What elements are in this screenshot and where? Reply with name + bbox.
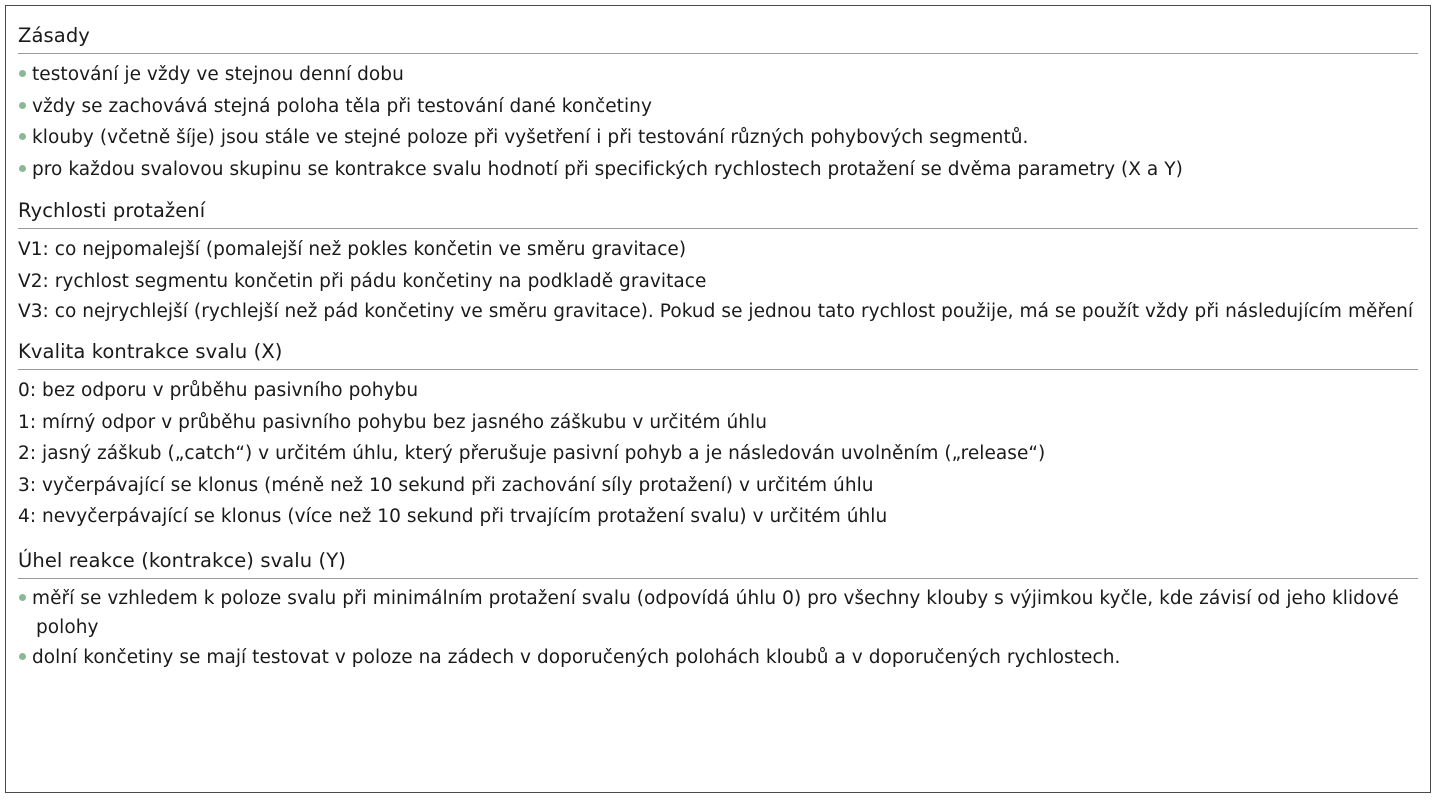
list-item [18,122,1418,154]
bullet-icon [19,70,26,77]
section-heading: Zásady [18,24,1418,54]
list-item [18,59,1418,91]
section-angle [18,549,1418,674]
list-item: 4: nevyčerpávající se klonus (více než 10 sekund při trvajícím protažení svalu) v určitém úhlu [18,506,888,527]
list-item: 2: jasný záškub („catch“) v určitém úhlu, který přerušuje pasivní pohyb a je následován uvolněním („release“) [18,443,1046,464]
section-heading: Rychlosti protažení [18,199,1418,229]
list-item-text: klouby (včetně šíje) jsou stále ve stejné poloze při vyšetření i při testování různých pohybových segmentů. [32,127,1029,148]
list-item-text: vždy se zachovává stejná poloha těla při testování dané končetiny [32,95,652,117]
list-item: 1: mírný odpor v průběhu pasivního pohybu bez jasného záškubu v určitém úhlu [18,411,768,433]
list-item-text: pro každou svalovou skupinu se kontrakce svalu hodnotí při specifických rychlostech protažení se dvěma parametry (X a Y) [32,158,1183,180]
info-box [5,5,1431,793]
list-item [18,154,1418,186]
list-item [18,584,1418,642]
section-heading: Kvalita kontrakce svalu (X) [18,340,1418,370]
list-item: V1: co nejpomalejší (pomalejší než pokles končetin ve směru gravitace) [18,239,687,260]
bullet-icon [19,653,26,660]
section-quality [18,340,1418,533]
list-item: V3: co nejrychlejší (rychlejší než pád končetiny ve směru gravitace). Pokud se jednou tato rychlost použije, má se použít vždy při následujícím měření [18,301,1414,322]
list-item-text: dolní končetiny se mají testovat v poloze na zádech v doporučených polohách kloubů a v doporučených rychlostech. [32,646,1121,668]
list-item: 3: vyčerpávající se klonus (méně než 10 sekund při zachování síly protažení) v určitém úhlu [18,474,874,496]
bullet-icon [19,133,26,140]
list-item-text: testování je vždy ve stejnou denní dobu [32,64,404,85]
list-item [18,91,1418,123]
section-principles [18,24,1418,185]
bullet-icon [19,165,26,172]
list-item [18,642,1418,674]
list-item: 0: bez odporu v průběhu pasivního pohybu [18,380,419,401]
bullet-icon [19,594,26,601]
section-speeds [18,199,1418,326]
section-heading: Úhel reakce (kontrakce) svalu (Y) [18,549,1418,579]
bullet-icon [19,102,26,109]
list-item: V2: rychlost segmentu končetin při pádu končetiny na podkladě gravitace [18,270,707,292]
list-item-text: měří se vzhledem k poloze svalu při minimálním protažení svalu (odpovídá úhlu 0) pro všechny klouby s výjimkou kyčle, kde závisí od jeho klidové polohy [32,587,1399,638]
